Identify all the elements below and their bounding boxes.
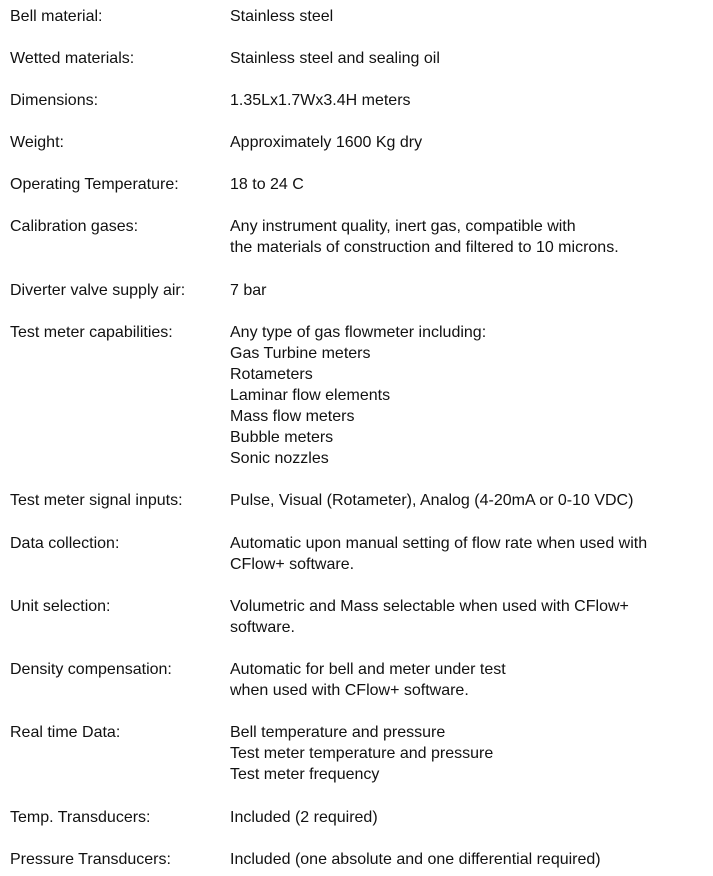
spec-value-line: Rotameters <box>230 366 313 383</box>
spec-value-line: Pulse, Visual (Rotameter), Analog (4-20mA or 0-10 VDC) <box>230 492 634 509</box>
spec-value-line: Laminar flow elements <box>230 387 391 404</box>
spec-value <box>230 216 710 258</box>
spec-value-line: Any type of gas flowmeter including: <box>230 324 487 341</box>
spec-value-line: Mass flow meters <box>230 408 355 425</box>
spec-value-line: when used with CFlow+ software. <box>230 682 469 699</box>
spec-value-line: Volumetric and Mass selectable when used with CFlow+ <box>230 598 629 615</box>
spec-value <box>230 596 710 638</box>
spec-value-line: Sonic nozzles <box>230 450 329 467</box>
spec-value <box>230 322 710 469</box>
spec-value <box>230 6 710 27</box>
spec-value <box>230 659 710 701</box>
spec-value <box>230 280 710 301</box>
spec-value <box>230 48 710 69</box>
spec-label: Unit selection: <box>10 598 111 615</box>
spec-value <box>230 490 710 511</box>
spec-value-line: Automatic for bell and meter under test <box>230 661 506 678</box>
spec-label: Pressure Transducers: <box>10 851 171 868</box>
spec-value-line: Included (one absolute and one differential required) <box>230 851 601 868</box>
spec-value <box>230 849 710 870</box>
spec-label: Operating Temperature: <box>10 176 179 193</box>
spec-value-line: 1.35Lx1.7Wx3.4H meters <box>230 92 411 109</box>
spec-label: Temp. Transducers: <box>10 809 151 826</box>
spec-value-line: Approximately 1600 Kg dry <box>230 134 423 151</box>
spec-label: Wetted materials: <box>10 50 135 67</box>
spec-label: Diverter valve supply air: <box>10 282 186 299</box>
spec-value <box>230 533 710 575</box>
spec-value-line: 7 bar <box>230 282 267 299</box>
spec-value-line: Test meter frequency <box>230 766 380 783</box>
spec-value-line: Included (2 required) <box>230 809 378 826</box>
spec-label: Test meter signal inputs: <box>10 492 183 509</box>
spec-label: Data collection: <box>10 535 120 552</box>
spec-value <box>230 132 710 153</box>
spec-label: Dimensions: <box>10 92 99 109</box>
spec-value <box>230 90 710 111</box>
spec-value-line: Bubble meters <box>230 429 334 446</box>
spec-label: Test meter capabilities: <box>10 324 173 341</box>
spec-label: Bell material: <box>10 8 103 25</box>
spec-label: Calibration gases: <box>10 218 139 235</box>
spec-value-line: CFlow+ software. <box>230 556 355 573</box>
spec-value <box>230 807 710 828</box>
spec-value-line: Bell temperature and pressure <box>230 724 446 741</box>
spec-value-line: 18 to 24 C <box>230 176 304 193</box>
spec-value-line: Test meter temperature and pressure <box>230 745 494 762</box>
spec-value-line: Stainless steel <box>230 8 334 25</box>
spec-value <box>230 174 710 195</box>
spec-value-line: software. <box>230 619 295 636</box>
spec-value-line: Any instrument quality, inert gas, compatible with <box>230 218 576 235</box>
spec-value-line: Automatic upon manual setting of flow rate when used with <box>230 535 648 552</box>
spec-label: Real time Data: <box>10 724 121 741</box>
spec-label: Weight: <box>10 134 64 151</box>
spec-value-line: Gas Turbine meters <box>230 345 371 362</box>
spec-label: Density compensation: <box>10 661 172 678</box>
spec-value <box>230 722 710 785</box>
spec-value-line: the materials of construction and filtered to 10 microns. <box>230 239 619 256</box>
spec-value-line: Stainless steel and sealing oil <box>230 50 440 67</box>
